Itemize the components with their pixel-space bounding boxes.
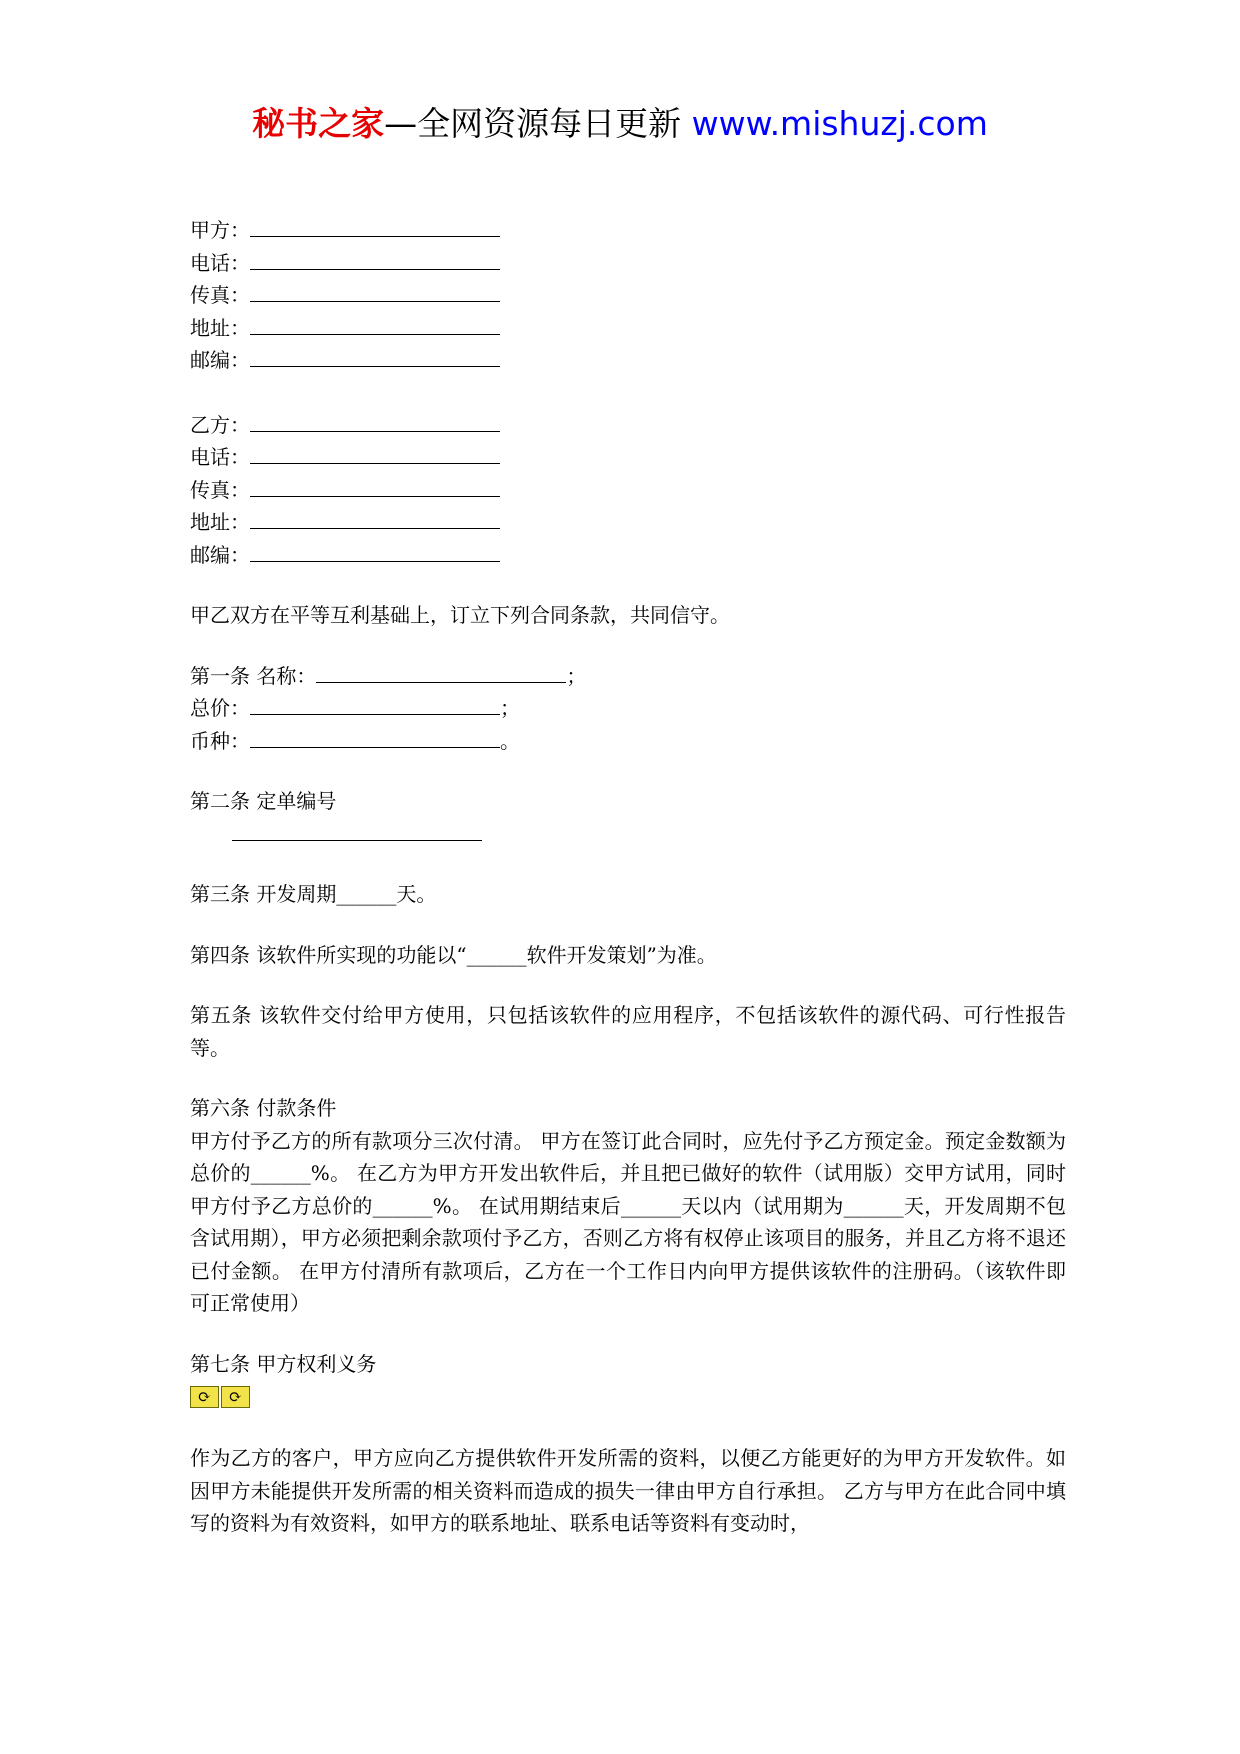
article-2-title: 第二条 定单编号 [190, 789, 337, 813]
article-3-text: 第三条 开发周期 [190, 882, 337, 906]
party-b-fax-row [190, 474, 1066, 507]
spacer [190, 1064, 1066, 1092]
party-b-address-label: 地址： [190, 510, 250, 534]
party-a-address-blank [250, 333, 500, 335]
party-b-phone-blank [250, 462, 500, 464]
article-7 [190, 1348, 1066, 1540]
party-a-postcode-blank [250, 365, 500, 367]
brand-name: 秘书之家 [252, 104, 385, 143]
spacer [190, 632, 1066, 660]
refresh-icon: ⟳ [221, 1386, 250, 1408]
party-b-postcode-row [190, 539, 1066, 572]
party-a-postcode-label: 邮编： [190, 348, 250, 372]
party-b-postcode-blank [250, 560, 500, 562]
spacer [190, 571, 1066, 599]
header-url-link[interactable]: www.mishuzj.com [691, 104, 988, 143]
article-1-currency-row [190, 725, 1066, 758]
party-a-fax-row [190, 279, 1066, 312]
party-b-address-row [190, 506, 1066, 539]
spacer [190, 971, 1066, 999]
party-b-postcode-label: 邮编： [190, 542, 250, 567]
spacer [190, 1414, 1066, 1442]
party-b-phone-label: 电话： [190, 445, 250, 469]
party-a-phone-blank [250, 268, 500, 270]
page-header [0, 100, 1240, 148]
spacer [190, 850, 1066, 878]
article-1-name-blank [316, 681, 566, 683]
party-a-address-label: 地址： [190, 315, 250, 340]
article-1-title: 第一条 名称： [190, 663, 317, 688]
article-7-title: 第七条 甲方权利义务 [190, 1351, 377, 1376]
article-1-title-end: ； [566, 663, 587, 688]
party-a-fax-label: 传真： [190, 283, 250, 307]
party-a-fax-blank [250, 300, 500, 302]
refresh-icon: ⟳ [190, 1386, 219, 1408]
party-a-name-label: 甲方： [190, 218, 250, 242]
party-a-phone-label: 电话： [190, 250, 250, 275]
article-6-title: 第六条 付款条件 [190, 1096, 337, 1120]
spacer [190, 377, 1066, 409]
article-1-name-row [190, 660, 1066, 693]
article-7-text: 作为乙方的客户，甲方应向乙方提供软件开发所需的资料，以便乙方能更好的为甲方开发软件。如因甲方未能提供开发所需的相关资料而造成的损失一律由甲方自行承担。 乙方与甲方在此合同中填写的资料为有效资料，如甲方的联系地址、联系电话等资料有变动时， [190, 1446, 1066, 1535]
spacer [190, 757, 1066, 785]
article-1-currency-end: 。 [500, 728, 520, 753]
party-b-fax-blank [250, 495, 500, 497]
article-5: 第五条 该软件交付给甲方使用，只包括该软件的应用程序，不包括该软件的源代码、可行性报告等。 [190, 1003, 1066, 1060]
intro-paragraph: 甲乙双方在平等互利基础上，订立下列合同条款，共同信守。 [190, 603, 730, 627]
embedded-icons [190, 1386, 1066, 1408]
party-b-name-row [190, 409, 1066, 442]
party-a-phone-row [190, 247, 1066, 280]
article-2-order-row [190, 818, 1066, 851]
article-3-text-end: 天。 [396, 882, 437, 906]
article-2-order-blank [232, 839, 482, 841]
article-1-total-end: ； [500, 696, 520, 720]
party-b-phone-row [190, 441, 1066, 474]
party-a-address-row [190, 312, 1066, 345]
article-1-total-blank [250, 713, 500, 715]
header-tagline: —全网资源每日更新 [384, 104, 682, 143]
article-1 [190, 660, 1066, 758]
article-4: 第四条 该软件所实现的功能以“______软件开发策划”为准。 [190, 942, 717, 967]
article-1-total-row [190, 692, 1066, 725]
article-1-currency-label: 币种： [190, 728, 250, 753]
article-2 [190, 785, 1066, 850]
party-a-block [190, 214, 1066, 377]
party-b-block [190, 409, 1066, 572]
party-a-name-row [190, 214, 1066, 247]
party-a-name-blank [250, 235, 500, 237]
party-b-name-blank [250, 430, 500, 432]
party-b-address-blank [250, 527, 500, 529]
article-3-blank: ______ [336, 882, 397, 906]
article-1-total-label: 总价： [190, 696, 250, 720]
article-6-text: 甲方付予乙方的所有款项分三次付清。 甲方在签订此合同时，应先付予乙方预定金。预定金数额为总价的______%。 在乙方为甲方开发出软件后，并且把已做好的软件（试用版）交甲方试用，同时甲方付予乙方总价的______%。 在试用期结束后______天以内（试用期为______天，开发周期不包含试用期），甲方必须把剩余款项付予乙方，否则乙方将有权停止该项目的服务，并且乙方将不退还已付金额。 在甲方付清所有款项后，乙方在一个工作日内向甲方提供该软件的注册码。（该软件即可正常使用） [190, 1128, 1066, 1315]
contract-body [190, 214, 1066, 1540]
party-a-postcode-row [190, 344, 1066, 377]
party-b-name-label: 乙方： [190, 412, 250, 437]
article-3 [190, 878, 1066, 911]
article-6 [190, 1092, 1066, 1320]
party-b-fax-label: 传真： [190, 477, 250, 502]
spacer [190, 911, 1066, 939]
spacer [190, 1320, 1066, 1348]
article-1-currency-blank [250, 746, 500, 748]
